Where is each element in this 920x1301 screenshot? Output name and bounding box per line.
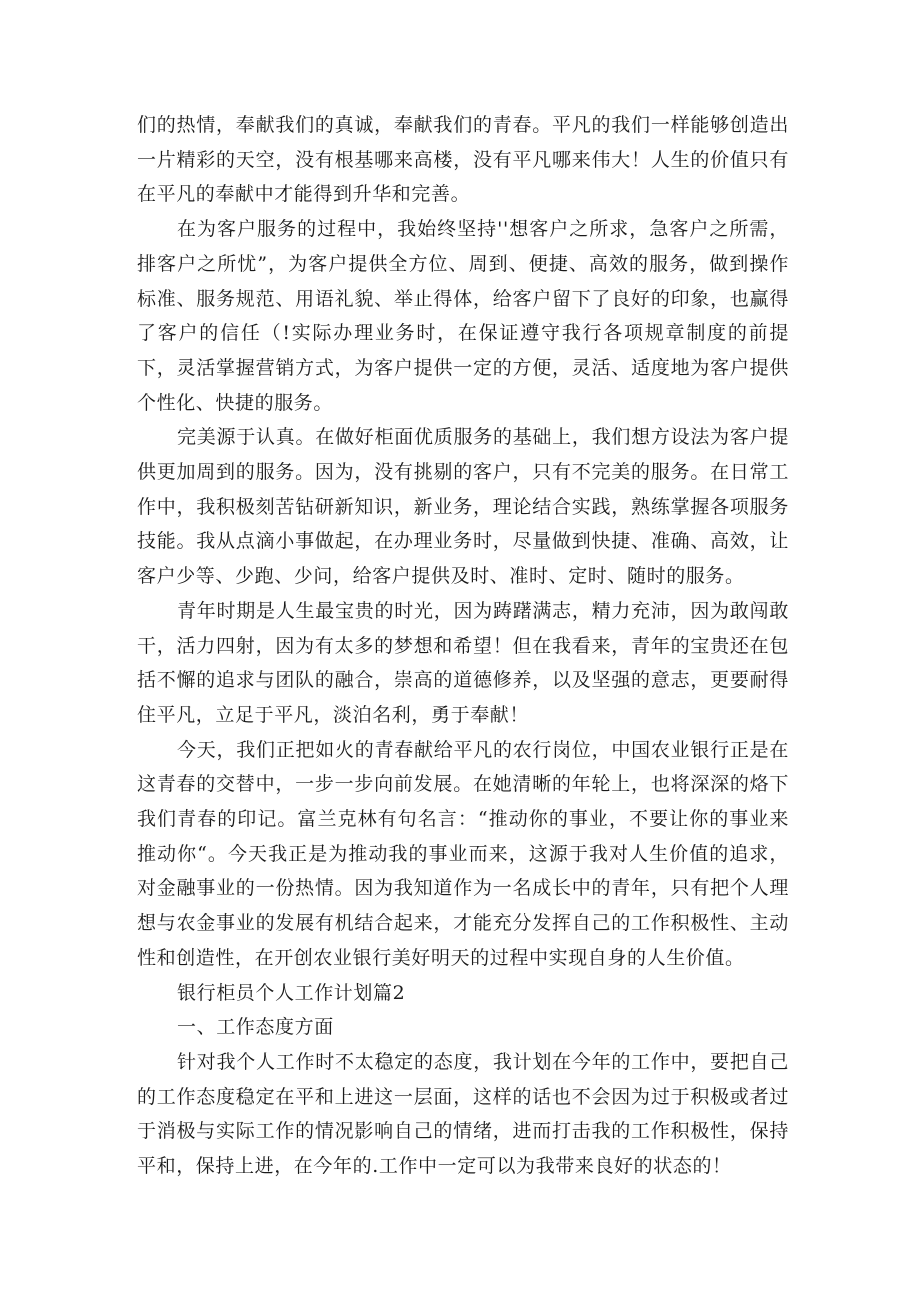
paragraph-work-attitude: 针对我个人工作时不太稳定的态度，我计划在今年的工作中，要把自己的工作态度稳定在平和上进这一层面，这样的话也不会因为过于积极或者过于消极与实际工作的情况影响自己的情绪，进而打击我的工作积极性，保持平和，保持上进，在今年的.工作中一定可以为我带来良好的状态的！ [137,1050,789,1178]
paragraph-today: 今天，我们正把如火的青春献给平凡的农行岗位，中国农业银行正是在这青春的交替中，一步一步向前发展。在她清晰的年轮上，也将深深的烙下我们青春的印记。富兰克林有句名言：“推动你的事业，不要让你的事业来推动你“。今天我正是为推动我的事业而来，这源于我对人生价值的追求，对金融事业的一份热情。因为我知道作为一名成长中的青年，只有把个人理想与农金事业的发展有机结合起来，才能充分发挥自己的工作积极性、主动性和创造性，在开创农业银行美好明天的过程中实现自身的人生价值。 [137,738,789,969]
paragraph-youth: 青年时期是人生最宝贵的时光，因为踌躇满志，精力充沛，因为敢闯敢干，活力四射，因为有太多的梦想和希望！但在我看来，青年的宝贵还在包括不懈的追求与团队的融合，崇高的道德修养，以及坚强的意志，更要耐得住平凡，立足于平凡，淡泊名利，勇于奉献！ [137,599,789,726]
paragraph-continuation: 们的热情，奉献我们的真诚，奉献我们的青春。平凡的我们一样能够创造出一片精彩的天空，没有根基哪来高楼，没有平凡哪来伟大！人生的价值只有在平凡的奉献中才能得到升华和完善。 [137,114,789,206]
subsection-heading: 一、工作态度方面 [177,1016,334,1039]
section-heading: 银行柜员个人工作计划篇2 [177,981,406,1004]
document-page [137,108,789,1184]
paragraph-perfection: 完美源于认真。在做好柜面优质服务的基础上，我们想方设法为客户提供更加周到的服务。因为，没有挑剔的客户，只有不完美的服务。在日常工作中，我积极刻苦钻研新知识，新业务，理论结合实践，熟练掌握各项服务技能。我从点滴小事做起，在办理业务时，尽量做到快捷、准确、高效，让客户少等、少跑、少问，给客户提供及时、准时、定时、随时的服务。 [137,426,789,588]
paragraph-customer-service: 在为客户服务的过程中，我始终坚持''想客户之所求，急客户之所需，排客户之所忧”，为客户提供全方位、周到、便捷、高效的服务，做到操作标准、服务规范、用语礼貌、举止得体，给客户留下了良好的印象，也赢得了客户的信任（!实际办理业务时，在保证遵守我行各项规章制度的前提下，灵活掌握营销方式，为客户提供一定的方便，灵活、适度地为客户提供个性化、快捷的服务。 [137,218,789,414]
